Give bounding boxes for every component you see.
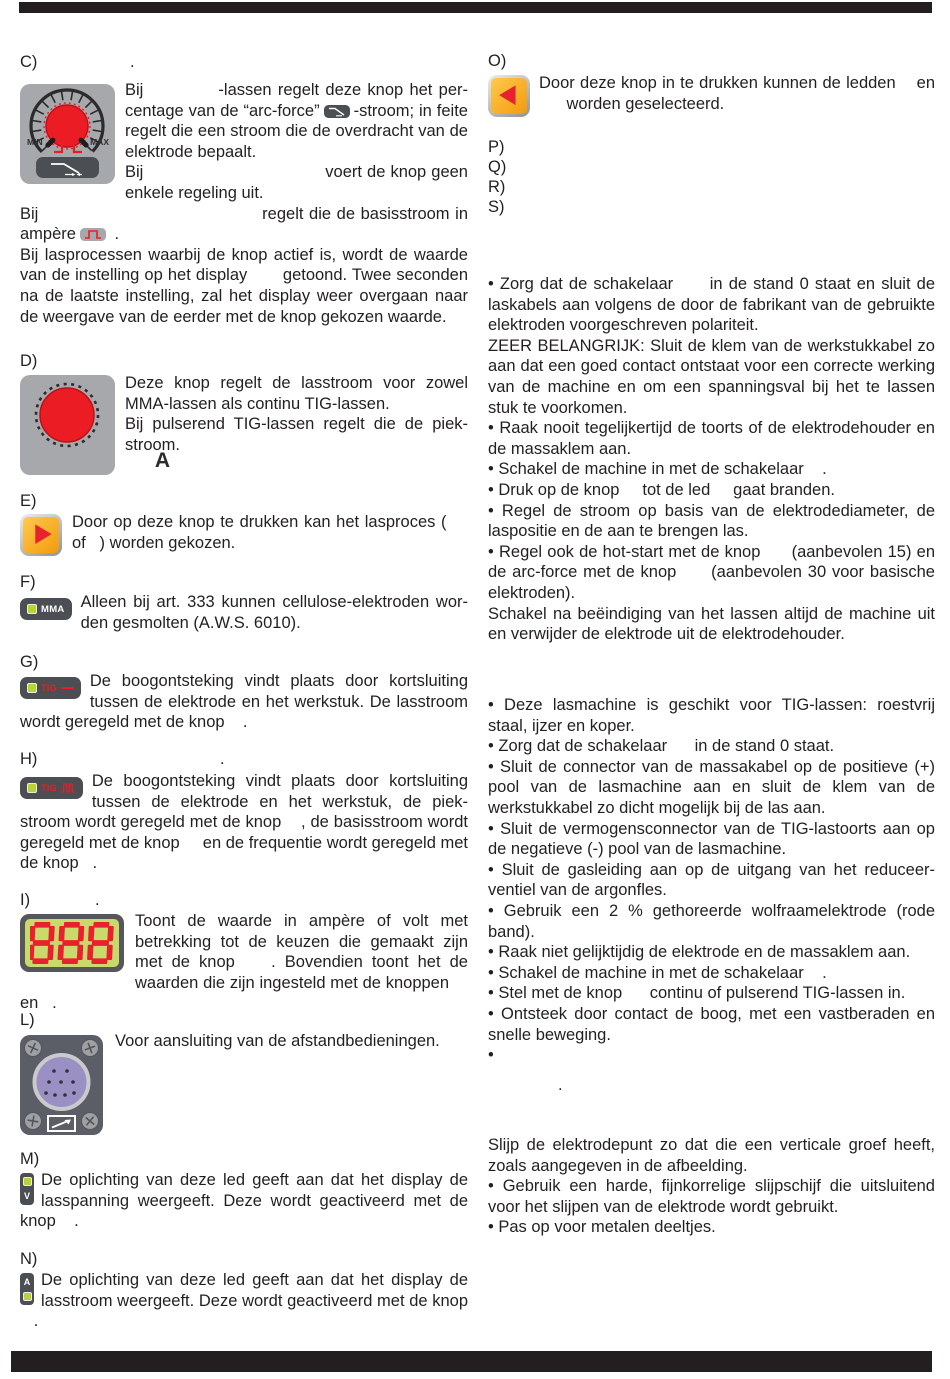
section-l-paragraph: Voor aansluiting van de afstandbedieningen. (115, 1032, 440, 1050)
mma-badge-label: MMA (41, 603, 65, 615)
section-m-letter: M) (20, 1150, 40, 1168)
section-f-letter: F) (20, 573, 36, 591)
section-c-paragraph-4: Bij lasprocessen waarbij de knop actief is, wordt de waarde van de instelling op het display getoond. Twee seconden na de laatste instelling, zal het display weer overgaan naar de weergave van de eerder met de knop gekozen waarde. (20, 245, 468, 326)
instruction-line: • Raak niet gelijktijdig de elektrode en de massaklem aan. (488, 943, 911, 962)
instruction-line: Slijp de elektrodepunt zo dat die een verticale groef heeft, zoals aangegeven in de afbeelding. (488, 1136, 935, 1175)
section-c (20, 80, 468, 327)
instruction-line: • Schakel de machine in met de schakelaar . (488, 460, 827, 479)
instruction-line: • Raak nooit tegelijkertijd de toorts of de elektrodehouder en de massaklem aan. (488, 419, 935, 458)
section-n-paragraph: De oplichting van deze led geeft aan dat het display de lasstroom weergeeft. Deze wordt geactiveerd met de knop . (20, 1271, 468, 1331)
instruction-line: • Pas op voor metalen deeltjes. (488, 1218, 716, 1237)
current-knob-icon (20, 375, 171, 475)
green-led-icon (23, 1292, 32, 1301)
left-column (20, 0, 468, 1379)
section-n-letter: N) (20, 1250, 38, 1268)
section-d (20, 373, 468, 481)
section-i-paragraph: Toont de waarde in ampère of volt met betrekking tot de keuzen die gemaakt zijn met de knop . Bovendien toont het de waarden die zijn ingesteld met de knoppen en . (20, 912, 468, 1013)
section-h-paragraph: De boogontsteking vindt plaats door kortsluiting tussen de elektrode en het werkstuk, de piekstroom wordt geregeld met de knop , de basisstroom wordt geregeld met de knop en de frequentie wordt geregeld met de knop . (20, 772, 468, 873)
green-led-icon (27, 683, 37, 693)
section-p-label (488, 137, 935, 157)
section-p-letter: P) (488, 138, 505, 156)
instruction-line: • Sluit de vermogensconnector van de TIG-lastoorts aan op de negatieve (-) pool van de lasmachine. (488, 819, 935, 859)
section-s-label (488, 197, 935, 217)
section-c-paragraph-3: Bij regelt die de basisstroom in ampère . (20, 204, 468, 244)
section-l-label (20, 1010, 468, 1030)
arc-force-knob-panel-icon (20, 84, 115, 184)
section-c-paragraph-1: Bij -lassen regelt deze knop het percentage van de “arc-force” -stroom; in feite regelt die een stroom die de overdracht van de elektrode bepaalt. (125, 81, 468, 161)
tig-badge-label: TIG (41, 782, 57, 794)
section-n-label (20, 1249, 468, 1269)
dc-line-icon (61, 687, 74, 690)
section-i-label-dot: . (95, 891, 100, 909)
instruction-line: • Sluit de gasleiding aan op de uitgang van het reduceerventiel van de argonfles. (488, 860, 935, 900)
green-led-icon (23, 1177, 32, 1186)
seven-segment-display (20, 914, 124, 972)
section-m-label (20, 1149, 468, 1169)
section-i-letter: I) (20, 891, 31, 909)
instruction-line: Schakel na beëindiging van het lassen altijd de machine uit en verwijder de elektrode uit de elektrodehouder. (488, 604, 935, 644)
section-o-label (488, 51, 935, 71)
tig-pulse-led-badge (20, 777, 83, 799)
section-c-label-dot: . (130, 53, 135, 71)
sharpening-instructions (488, 1135, 935, 1238)
section-c-label (20, 52, 468, 72)
section-d-paragraph-2: Bij pulserend TIG-lassen regelt die de piekstroom. (125, 415, 468, 454)
mma-instructions (488, 274, 935, 645)
right-column (488, 0, 935, 1379)
instruction-line: • Gebruik een harde, fijnkorrelige slijpschijf die uitsluitend voor het slijpen van de elektrode wordt gebruikt. (488, 1177, 935, 1216)
instruction-line: • Zorg dat de schakelaar in de stand 0 staat. (488, 737, 835, 756)
instruction-line: • Deze lasmachine is geschikt voor TIG-lassen: roestvrij staal, ijzer en koper. (488, 696, 935, 735)
select-button-icon (488, 75, 530, 117)
green-led-icon (27, 604, 37, 614)
amp-led-letter: A (23, 1277, 31, 1288)
section-g-label (20, 652, 468, 672)
section-e-letter: E) (20, 492, 37, 510)
instruction-line: • Stel met de knop continu of pulserend TIG-lassen in. (488, 984, 906, 1003)
section-g-paragraph: De boogontsteking vindt plaats door kortsluiting tussen de elektrode en het werkstuk. De lasstroom wordt geregeld met de knop . (20, 672, 468, 732)
green-led-icon (27, 783, 37, 793)
instruction-line: • Druk op de knop tot de led gaat branden. (488, 480, 835, 499)
section-q-label (488, 157, 935, 177)
section-l-letter: L) (20, 1011, 35, 1029)
instruction-line: • Sluit de connector van de massakabel op de positieve (+) pool van de lasmachine aan en sluit de klem van de werkstukkabel zo dicht mogelijk bij de las aan. (488, 757, 935, 817)
instruction-line: ZEER BELANGRIJK: Sluit de klem van de werkstukkabel zo aan dat een goed contact ontstaat voor een correcte werking van de machine en om een spanningsval bij het te lassen stuk te voorkomen. (488, 336, 935, 417)
amp-led-icon (20, 1273, 34, 1305)
pulse-icon (80, 228, 106, 241)
knob-min-label: MIN (27, 137, 43, 147)
pulse-wave-icon (61, 783, 76, 793)
stray-dot-line: . (558, 1076, 563, 1094)
section-f (20, 592, 468, 633)
volt-led-icon (20, 1173, 34, 1205)
section-l (20, 1031, 468, 1140)
section-h-label (20, 749, 468, 769)
section-e (20, 512, 468, 560)
section-o-paragraph: Door deze knop in te drukken kunnen de ledden en worden geselecteerd. (539, 74, 935, 113)
section-g (20, 671, 468, 733)
tig-dc-led-badge (20, 677, 81, 699)
volt-led-letter: V (23, 1190, 30, 1201)
section-h (20, 771, 468, 874)
section-c-paragraph-2: Bij voert de knop geen enkele regeling uit. (125, 163, 468, 202)
remote-connector-icon (20, 1035, 103, 1135)
section-c-letter: C) (20, 53, 38, 71)
instruction-line: • Regel ook de hot-start met de knop (aanbevolen 15) en de arc-force met de knop (aanbevolen 30 voor basische elektroden). (488, 542, 935, 602)
section-e-label (20, 491, 468, 511)
instruction-line: • Ontsteek door contact de boog, met een vastberaden en snelle beweging. (488, 1004, 935, 1044)
section-h-label-dot: . (220, 750, 225, 768)
tig-badge-label: TIG (41, 682, 57, 694)
section-n (20, 1270, 468, 1332)
section-i (20, 911, 468, 1014)
tig-instructions (488, 695, 935, 1066)
arc-force-button-icon (36, 157, 99, 178)
section-o (488, 73, 935, 121)
knob-max-label: MAX (90, 137, 109, 147)
section-r-letter: R) (488, 178, 506, 196)
section-o-letter: O) (488, 52, 507, 70)
instruction-line: • Schakel de machine in met de schakelaar . (488, 963, 827, 982)
section-m-paragraph: De oplichting van deze led geeft aan dat het display de lasspanning weergeeft. Deze wordt geactiveerd met de knop . (20, 1171, 468, 1231)
instruction-line: • (488, 1046, 494, 1065)
section-f-paragraph: Alleen bij art. 333 kunnen cellulose-elektroden worden gesmolten (A.W.S. 6010). (80, 593, 468, 632)
arc-force-icon (324, 105, 350, 118)
instruction-line: • Zorg dat de schakelaar in de stand 0 staat en sluit de laskabels aan volgens de door de fabrikant van de gebruikte elektroden voorgeschreven polariteit. (488, 275, 935, 335)
section-m (20, 1170, 468, 1232)
section-s-letter: S) (488, 198, 505, 216)
play-button-icon (20, 514, 62, 556)
section-f-label (20, 572, 468, 592)
section-d-label (20, 351, 468, 371)
instruction-line: • Regel de stroom op basis van de elektrodediameter, de laspositie en de aan te brengen las. (488, 501, 935, 541)
section-r-label (488, 177, 935, 197)
display-digits-888 (30, 922, 114, 964)
section-h-letter: H) (20, 750, 38, 768)
section-d-letter: D) (20, 352, 38, 370)
section-e-paragraph: Door op deze knop te drukken kan het lasproces ( of ) worden gekozen. (72, 513, 468, 552)
section-g-letter: G) (20, 653, 39, 671)
section-d-paragraph-1: Deze knop regelt de lasstroom voor zowel MMA-lassen als continu TIG-lassen. (125, 374, 468, 413)
left-triangle-icon (491, 78, 527, 114)
section-q-letter: Q) (488, 158, 507, 176)
right-triangle-icon (23, 517, 59, 553)
current-knob-letter: A (154, 449, 171, 472)
section-i-label (20, 890, 468, 910)
mma-led-badge (20, 598, 72, 620)
instruction-line: • Gebruik een 2 % gethoreerde wolfraamelektrode (rode band). (488, 901, 935, 941)
